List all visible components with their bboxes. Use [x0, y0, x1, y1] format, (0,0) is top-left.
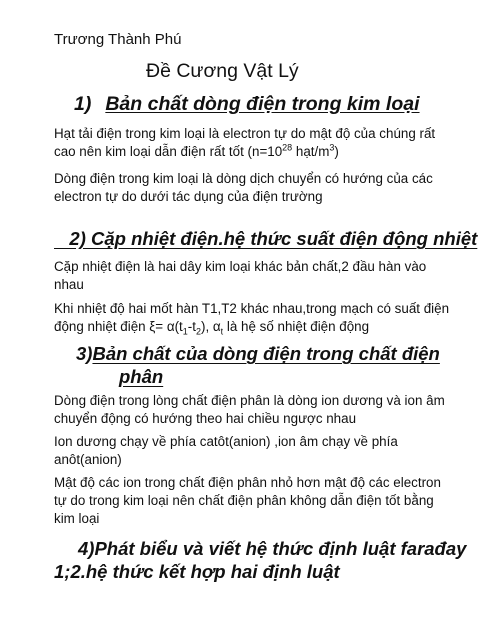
section-1-heading: [74, 93, 420, 116]
section-3-title-line-2: phân: [119, 366, 164, 387]
section-3-paragraph-1: Dòng điện trong lòng chất điện phân là dòng ion dương và ion âm chuyển động có hướng theo hai chiều ngược nhau: [54, 393, 445, 426]
section-2-paragraph-1: Cặp nhiệt điện là hai dây kim loại khác bản chất,2 đầu hàn vào nhau: [54, 259, 427, 292]
section-3-heading: [76, 342, 440, 388]
section-3-paragraph-3: Mật độ các ion trong chất điện phân nhỏ hơn mật độ các electron tự do trong kim loại nên chất điện phân không dẫn điện tốt bằng kim loại: [54, 475, 441, 526]
section-3-number: 3): [76, 343, 93, 364]
section-3-title-line-1: Bản chất của dòng điện trong chất điện: [92, 343, 440, 364]
section-4-title-line-1: 4)Phát biểu và viết hệ thức định luật farađay: [78, 538, 467, 559]
author-name: Trương Thành Phú: [54, 31, 182, 48]
section-1-title: Bản chất dòng điện trong kim loại: [105, 93, 420, 115]
section-4-title-line-2: 1;2.hệ thức kết hợp hai định luật: [54, 561, 340, 582]
section-1-paragraph-1: Hạt tải điện trong kim loại là electron tự do mật độ của chúng rất cao nên kim loại dẫn điện rất tốt ($n=10^{28}$ hạt/$m^3$): [54, 126, 436, 159]
section-1-paragraph-2: Dòng điện trong kim loại là dòng dịch chuyển có hướng của các electron tự do dưới tác dụng của điện trường: [54, 171, 433, 204]
section-4-heading: [54, 537, 466, 583]
section-2-paragraph-2: Khi nhiệt độ hai mốt hàn T1,T2 khác nhau,trong mạch có suất điện động nhiệt điện $\xi= \alpha(t_1-t_2)$, $\alpha_t$ là hệ số nhiệt điện động: [54, 301, 450, 337]
section-3-paragraph-2: Ion dương chạy về phía catôt(anion) ,ion âm chạy về phía anôt(anion): [54, 434, 398, 467]
section-2-heading: 2) Cặp nhiệt điện.hệ thức suất điện động nhiệt: [54, 228, 478, 249]
document-title: Đề Cương Vật Lý: [146, 60, 299, 82]
section-1-number: 1): [74, 93, 92, 115]
